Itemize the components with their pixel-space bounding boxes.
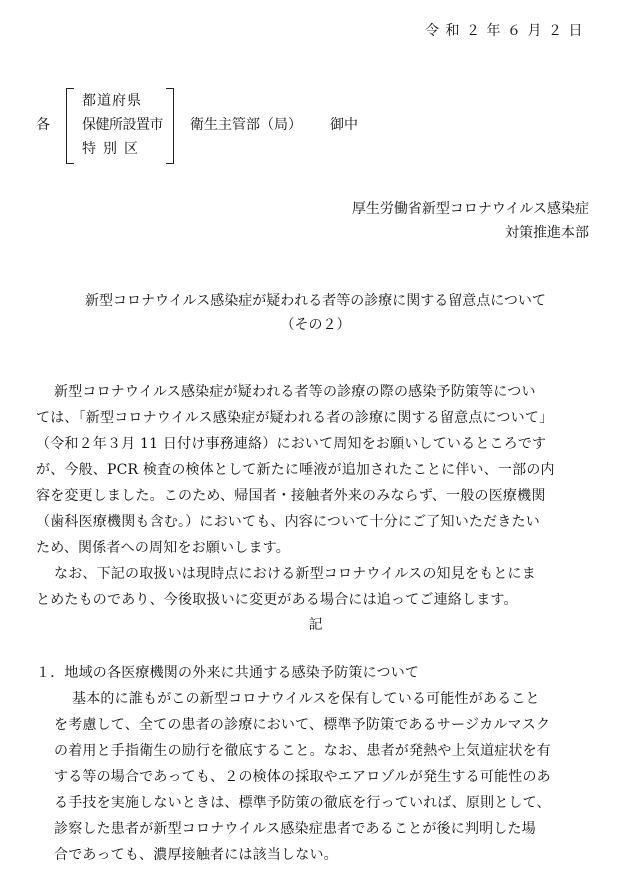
document-title: 新型コロナウイルス感染症が疑われる者等の診療に関する留意点について <box>85 293 546 309</box>
sender-line-2: 対策推進本部 <box>505 225 589 241</box>
body-line: ては、「新型コロナウイルス感染症が疑われる者の診療に関する留意点について」 <box>36 410 554 426</box>
document-date: 令和２年６月２日 <box>425 23 589 39</box>
body-line: 容を変更しました。このため、帰国者・接触者外来のみならず、一般の医療機関 <box>36 488 546 504</box>
recipient-prefix: 各 <box>36 117 50 133</box>
section-line: する等の場合であっても、２の検体の採取やエアロゾルが発生する可能性のあ <box>54 769 551 785</box>
section-line: 基本的に誰もがこの新型コロナウイルスを保有している可能性があること <box>72 691 540 707</box>
document-subtitle: （その２） <box>280 317 351 333</box>
recipient-special-ward: 特別区 <box>82 141 145 157</box>
recipient-health-center-city: 保健所設置市 <box>82 117 163 133</box>
body-line: （令和２年３月 11 日付け事務連絡）において周知をお願いしているところです <box>36 436 547 452</box>
ki-marker: 記 <box>308 617 323 633</box>
recipient-honorific: 御中 <box>330 117 358 133</box>
section-line: る手技を実施しないときは、標準予防策の徹底を行っていれば、原則として、 <box>54 795 551 811</box>
recipient-department: 衛生主管部（局） <box>190 117 302 133</box>
body-line: ため、関係者への周知をお願いします。 <box>36 540 290 556</box>
body-line: とめたものであり、今後取扱いに変更がある場合には追ってご連絡します。 <box>36 592 518 608</box>
body-line: なお、下記の取扱いは現時点における新型コロナウイルスの知見をもとにま <box>54 566 536 582</box>
right-bracket <box>166 88 174 164</box>
body-line: が、今般、PCR 検査の検体として新たに唾液が追加されたことに伴い、一部の内 <box>36 462 555 478</box>
section-heading: １．地域の各医療機関の外来に共通する感染予防策について <box>36 665 420 681</box>
section-line: の着用と手指衛生の励行を徹底すること。なお、患者が発熱や上気道症状を有 <box>54 743 551 759</box>
left-bracket <box>66 88 74 164</box>
section-line: 診察した患者が新型コロナウイルス感染症患者であることが後に判明した場 <box>54 821 536 837</box>
section-line: 合であっても、濃厚接触者には該当しない。 <box>54 847 338 863</box>
recipient-prefecture: 都道府県 <box>82 93 142 109</box>
body-line: （歯科医療機関も含む。）においても、内容について十分にご了知いただきたい <box>36 514 540 530</box>
section-line: を考慮して、全ての患者の診療において、標準予防策であるサージカルマスク <box>54 717 551 733</box>
sender-line-1: 厚生労働省新型コロナウイルス感染症 <box>351 201 589 217</box>
body-line: 新型コロナウイルス感染症が疑われる者等の診療の際の感染予防策等につい <box>54 384 536 400</box>
